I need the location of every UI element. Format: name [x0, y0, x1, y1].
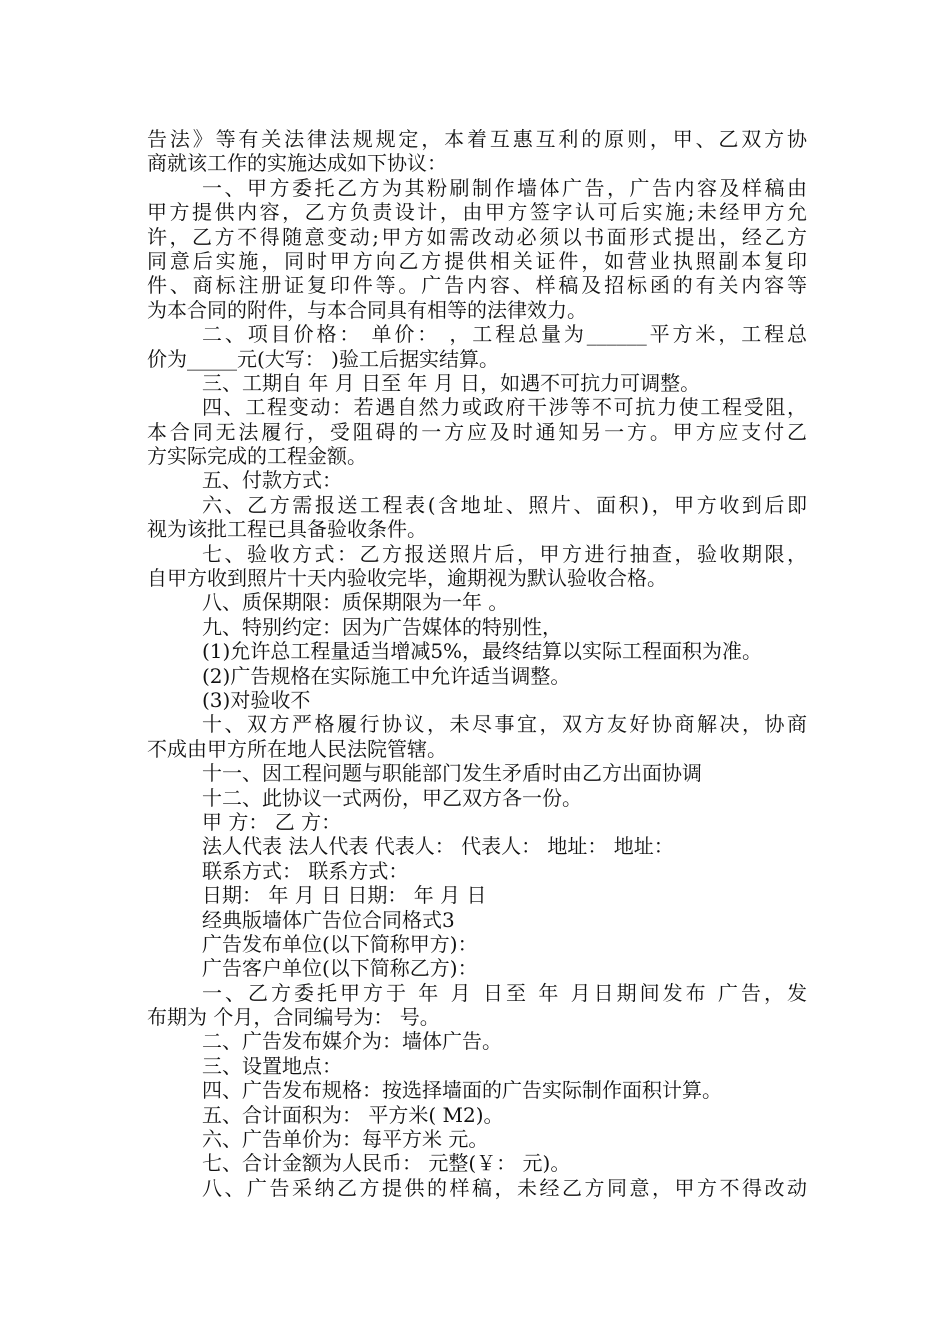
text-line: 甲 方： 乙 方： — [202, 809, 342, 834]
text-line: 商就该工作的实施达成如下协议： — [147, 151, 447, 176]
text-line: 自甲方收到照片十天内验收完毕，逾期视为默认验收合格。 — [147, 566, 667, 591]
text-line: 八、广告采纳乙方提供的样稿，未经乙方同意，甲方不得改动 — [202, 1175, 807, 1200]
text-line: 三、工期自 年 月 日至 年 月 日，如遇不可抗力可调整。 — [202, 370, 701, 395]
text-line: 五、付款方式： — [202, 468, 342, 493]
text-line: (2)广告规格在实际施工中允许适当调整。 — [202, 663, 571, 688]
text-line: 方实际完成的工程金额。 — [147, 444, 367, 469]
text-line: 七、合计金额为人民币： 元整(￥： 元)。 — [202, 1151, 571, 1176]
text-line: 五、合计面积为： 平方米( M2)。 — [202, 1102, 504, 1127]
text-line: (1)允许总工程量适当增减5%，最终结算以实际工程面积为准。 — [202, 639, 763, 664]
text-line: (3)对验收不 — [202, 687, 311, 712]
text-line: 九、特别约定：因为广告媒体的特别性， — [202, 614, 562, 639]
text-line: 三、设置地点： — [202, 1053, 342, 1078]
text-line: 广告客户单位(以下简称乙方)： — [202, 956, 478, 981]
text-line: 许，乙方不得随意变动;甲方如需改动必须以书面形式提出，经乙方 — [147, 224, 807, 249]
text-line: 本合同无法履行，受阻碍的一方应及时通知另一方。甲方应支付乙 — [147, 419, 807, 444]
text-line: 告法》等有关法律法规规定，本着互惠互利的原则，甲、乙双方协 — [147, 127, 807, 151]
text-line: 件、商标注册证复印件等。广告内容、样稿及招标函的有关内容等 — [147, 273, 807, 298]
text-line: 十、双方严格履行协议，未尽事宜，双方友好协商解决，协商 — [202, 712, 807, 737]
text-line: 日期： 年 月 日 日期： 年 月 日 — [202, 883, 487, 908]
text-line: 价为_____元(大写： )验工后据实结算。 — [147, 346, 499, 371]
text-line: 甲方提供内容，乙方负责设计，由甲方签字认可后实施;未经甲方允 — [147, 200, 807, 225]
text-line: 同意后实施，同时甲方向乙方提供相关证件，如营业执照副本复印 — [147, 248, 807, 273]
text-line: 十二、此协议一式两份，甲乙双方各一份。 — [202, 785, 582, 810]
text-line: 一、甲方委托乙方为其粉刷制作墙体广告，广告内容及样稿由 — [202, 175, 807, 200]
text-line: 六、乙方需报送工程表(含地址、照片、面积)，甲方收到后即 — [202, 492, 807, 517]
text-line: 一、乙方委托甲方于 年 月 日至 年 月日期间发布 广告，发 — [202, 980, 807, 1005]
text-line: 广告发布单位(以下简称甲方)： — [202, 931, 478, 956]
text-line: 为本合同的附件，与本合同具有相等的法律效力。 — [147, 297, 587, 322]
text-line: 八、质保期限：质保期限为一年 。 — [202, 590, 509, 615]
text-line: 十一、因工程问题与职能部门发生矛盾时由乙方出面协调 — [202, 761, 702, 786]
text-line: 不成由甲方所在地人民法院管辖。 — [147, 736, 447, 761]
text-line: 二、广告发布媒介为：墙体广告。 — [202, 1029, 502, 1054]
text-line: 经典版墙体广告位合同格式3 — [202, 907, 455, 932]
text-line: 联系方式： 联系方式： — [202, 858, 409, 883]
document-body — [147, 127, 807, 1200]
text-line: 四、广告发布规格：按选择墙面的广告实际制作面积计算。 — [202, 1078, 722, 1103]
text-line: 七、验收方式：乙方报送照片后，甲方进行抽查，验收期限， — [202, 541, 807, 566]
text-line: 四、工程变动：若遇自然力或政府干涉等不可抗力使工程受阻， — [202, 395, 807, 420]
text-line: 视为该批工程已具备验收条件。 — [147, 517, 427, 542]
text-line: 六、广告单价为：每平方米 元。 — [202, 1127, 489, 1152]
text-line: 二、项目价格： 单价： ，工程总量为______平方米，工程总 — [202, 322, 807, 347]
text-line: 布期为 个月，合同编号为： 号。 — [147, 1005, 440, 1030]
text-line: 法人代表 法人代表 代表人： 代表人： 地址： 地址： — [202, 834, 674, 859]
